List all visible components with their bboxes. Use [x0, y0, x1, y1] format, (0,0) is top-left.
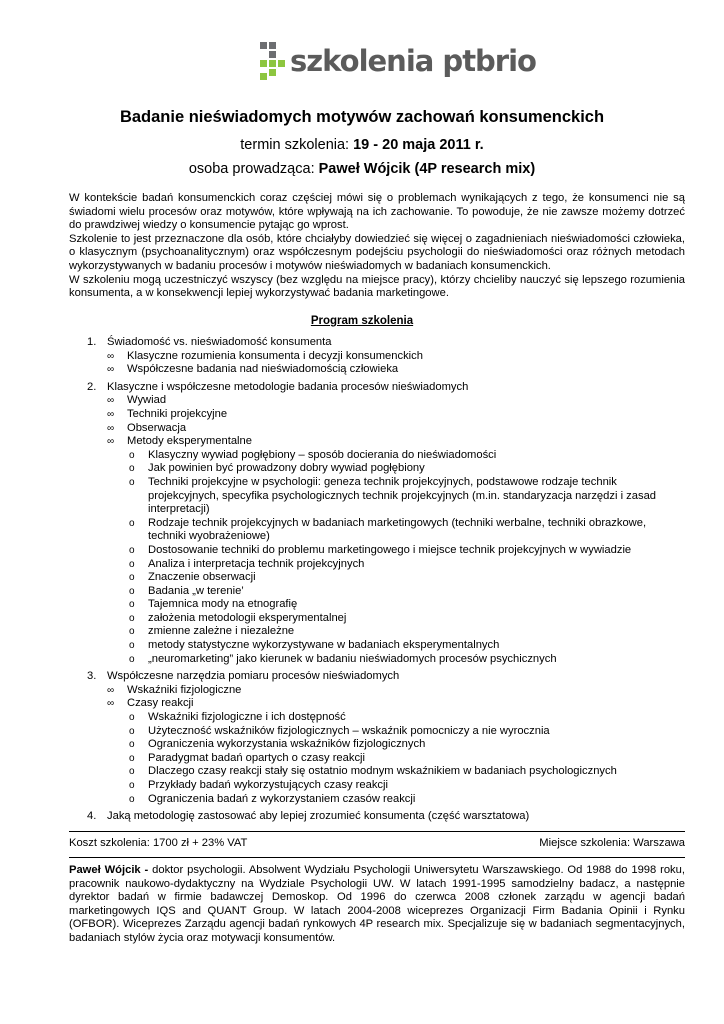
section-title: Klasyczne i współczesne metodologie badania procesów nieświadomych — [107, 380, 469, 393]
circle-bullet-icon: o — [129, 558, 135, 570]
bullet-icon: ∞ — [107, 684, 115, 696]
section-title: Świadomość vs. nieświadomość konsumenta — [107, 336, 332, 348]
topic-label: Współczesne badania nad nieświadomością człowieka — [127, 363, 399, 376]
divider — [69, 857, 685, 858]
subtopic-label: metody statystyczne wykorzystywane w badaniach eksperymentalnych — [148, 639, 500, 652]
program-topic — [107, 684, 685, 698]
program-heading: Program szkolenia — [310, 315, 414, 327]
page-title: Badanie nieświadomych motywów zachowań konsumenckich — [119, 108, 605, 126]
circle-bullet-icon: o — [129, 626, 135, 638]
bullet-icon: ∞ — [107, 395, 115, 407]
bio-name: Paweł Wójcik - — [69, 864, 149, 876]
program-subtopic — [107, 793, 685, 807]
subtopic-label: Ograniczenia wykorzystania wskaźników fizjologicznych — [148, 738, 426, 751]
subtopic-label: Paradygmat badań opartych o czasy reakcji — [148, 751, 366, 764]
circle-bullet-icon: o — [129, 725, 135, 737]
circle-bullet-icon: o — [129, 653, 135, 665]
subtopic-label: Techniki projekcyjne w psychologii: geneza technik projekcyjnych, podstawowe rodzaje technik projekcyjnych, specyfika psychologicznych technik projekcyjnych (m.in. standaryzacja narzędzi i zasad interpretacji) — [148, 475, 657, 516]
program-subtopic — [107, 476, 685, 517]
subtopic-label: Dlaczego czasy reakcji stały się ostatnio modnym wskaźnikiem w badaniach psychologicznych — [148, 765, 617, 778]
cost: Koszt szkolenia: 1700 zł + 23% VAT — [69, 837, 248, 849]
program-subtopic — [107, 585, 685, 599]
circle-bullet-icon: o — [129, 766, 135, 778]
topic-label: Wywiad — [127, 394, 167, 407]
subtopic-label: Ograniczenia badań z wykorzystaniem czasów reakcji — [148, 792, 416, 805]
logo-text: szkolenia ptbrio — [290, 44, 536, 78]
circle-bullet-icon: o — [129, 517, 135, 529]
subtopic-label: Przykłady badań wykorzystujących czasy reakcji — [148, 779, 388, 791]
bullet-icon: ∞ — [107, 422, 115, 434]
location: Miejsce szkolenia: Warszawa — [539, 837, 685, 849]
program-section — [69, 336, 685, 377]
program-subtopic — [107, 544, 685, 558]
program-topic — [107, 697, 685, 711]
divider — [69, 831, 685, 832]
section-number: 3. — [87, 670, 97, 683]
program-topic — [107, 435, 685, 449]
subtopic-label: założenia metodologii eksperymentalnej — [148, 611, 347, 624]
topic-label: Czasy reakcji — [127, 697, 194, 710]
subtopic-label: zmienne zależne i niezależne — [148, 625, 295, 638]
program-subtopic — [107, 571, 685, 585]
circle-bullet-icon: o — [129, 712, 135, 724]
trainer: osoba prowadząca: Paweł Wójcik (4P research mix) — [188, 161, 536, 177]
circle-bullet-icon: o — [129, 476, 135, 488]
section-number: 2. — [87, 380, 97, 393]
training-term: termin szkolenia: 19 - 20 maja 2011 r. — [240, 137, 484, 153]
program-subtopic — [107, 765, 685, 779]
subtopic-label: Rodzaje technik projekcyjnych w badaniach marketingowych (techniki werbalne, techniki obrazkowe, techniki wyobrażeniowe) — [148, 516, 647, 543]
program-subtopic — [107, 779, 685, 793]
subtopic-label: „neuromarketing” jako kierunek w badaniu nieświadomych procesów psychicznych — [148, 652, 557, 665]
section-title: Jaką metodologię zastosować aby lepiej zrozumieć konsumenta (część warsztatowa) — [107, 810, 530, 823]
subtopic-label: Tajemnica mody na etnografię — [148, 598, 298, 611]
circle-bullet-icon: o — [129, 793, 135, 805]
subtopic-label: Znaczenie obserwacji — [148, 571, 256, 584]
program-subtopic — [107, 517, 685, 544]
bio-text: doktor psychologii. Absolwent Wydziału Psychologii Uniwersytetu Warszawskiego. Od 1988 do 1998 roku, pracownik naukowo-dydaktyczny na Wydziale Psychologii UW. W latach 1991-1995 samodzielny badacz, a następnie dyrektor badań w firmie badawczej Demoskop. Od 1996 do czerwca 2008 członek zarządu w agencji badań marketingowych IQS and QUANT Group. W latach 2004-2008 wiceprezes Organizacji Firm Badania Opinii i Rynku (OFBOR). Wiceprezes Zarządu agencji badań rynkowych 4P research mix. Specjalizuje się w badaniach segmentacyjnych, badaniach stylów życia oraz motywacji konsumentów. — [69, 864, 685, 944]
program-section — [69, 670, 685, 806]
section-number: 4. — [87, 810, 97, 823]
circle-bullet-icon: o — [129, 612, 135, 624]
program-subtopic — [107, 612, 685, 626]
bullet-icon: ∞ — [107, 364, 115, 376]
circle-bullet-icon: o — [129, 585, 135, 597]
circle-bullet-icon: o — [129, 463, 135, 475]
program-topic — [107, 422, 685, 436]
logo-arrow-icon — [258, 40, 288, 82]
trainer-bio — [69, 864, 685, 946]
program-subtopic — [107, 598, 685, 612]
intro-text — [69, 192, 685, 301]
program-subtopic — [107, 752, 685, 766]
program-topic — [107, 394, 685, 408]
topic-label: Klasyczne rozumienia konsumenta i decyzji konsumenckich — [127, 349, 423, 362]
intro-paragraph: W szkoleniu mogą uczestniczyć wszyscy (bez względu na miejsce pracy), którzy chcieliby nauczyć się lepszego rozumienia konsumenta, a w konsekwencji lepiej wykorzystywać badania marketingowe. — [69, 273, 685, 300]
program-subtopic — [107, 639, 685, 653]
circle-bullet-icon: o — [129, 572, 135, 584]
section-number: 1. — [87, 336, 97, 348]
subtopic-label: Użyteczność wskaźników fizjologicznych – wskaźnik pomocniczy a nie wyrocznia — [148, 724, 550, 737]
intro-paragraph: W kontekście badań konsumenckich coraz częściej mówi się o problemach wynikających z tego, że konsumenci nie są świadomi wielu procesów oraz motywów, które wpływają na ich zachowanie. To powoduje, że nie zawsze możemy dotrzeć do prawdziwej wiedzy o konsumencie pytając go wprost. — [69, 192, 685, 232]
subtopic-label: Wskaźniki fizjologiczne i ich dostępność — [148, 711, 346, 724]
program-list — [69, 336, 685, 828]
topic-label: Metody eksperymentalne — [127, 435, 252, 448]
topic-label: Wskaźniki fizjologiczne — [127, 683, 242, 696]
bullet-icon: ∞ — [107, 350, 115, 362]
program-subtopic — [107, 462, 685, 476]
program-subtopic — [107, 558, 685, 572]
subtopic-label: Badania „w terenie’ — [148, 584, 244, 597]
subtopic-label: Analiza i interpretacja technik projekcyjnych — [148, 557, 365, 570]
subtopic-label: Jak powinien być prowadzony dobry wywiad pogłębiony — [148, 462, 425, 475]
bullet-icon: ∞ — [107, 408, 115, 420]
program-topic — [107, 350, 685, 364]
circle-bullet-icon: o — [129, 599, 135, 611]
program-section — [69, 810, 685, 824]
subtopic-label: Dostosowanie techniki do problemu marketingowego i miejsce technik projekcyjnych w wywiadzie — [148, 543, 632, 556]
program-subtopic — [107, 711, 685, 725]
circle-bullet-icon: o — [129, 640, 135, 652]
logo — [258, 38, 536, 84]
circle-bullet-icon: o — [129, 752, 135, 764]
circle-bullet-icon: o — [129, 544, 135, 556]
bullet-icon: ∞ — [107, 698, 115, 710]
topic-label: Obserwacja — [127, 421, 187, 434]
program-subtopic — [107, 725, 685, 739]
program-topic — [107, 363, 685, 377]
program-subtopic — [107, 625, 685, 639]
program-section — [69, 381, 685, 666]
topic-label: Techniki projekcyjne — [127, 407, 228, 420]
circle-bullet-icon: o — [129, 780, 135, 791]
section-title: Współczesne narzędzia pomiaru procesów nieświadomych — [107, 670, 400, 683]
circle-bullet-icon: o — [129, 739, 135, 751]
bullet-icon: ∞ — [107, 436, 115, 448]
subtopic-label: Klasyczny wywiad pogłębiony – sposób docierania do nieświadomości — [148, 448, 497, 461]
footer-info — [69, 837, 685, 849]
program-subtopic — [107, 449, 685, 463]
program-subtopic — [107, 738, 685, 752]
program-topic — [107, 408, 685, 422]
intro-paragraph: Szkolenie to jest przeznaczone dla osób, które chciałyby dowiedzieć się więcej o zagadnieniach nieświadomości człowieka, o klasycznym (psychoanalitycznym) oraz współczesnym podejściu psychologii do nieświadomości oraz różnych metodach wykorzystywanych w badaniu procesów i motywów nieświadomych w badaniach konsumenckich. — [69, 232, 685, 272]
circle-bullet-icon: o — [129, 449, 135, 461]
program-subtopic — [107, 653, 685, 667]
